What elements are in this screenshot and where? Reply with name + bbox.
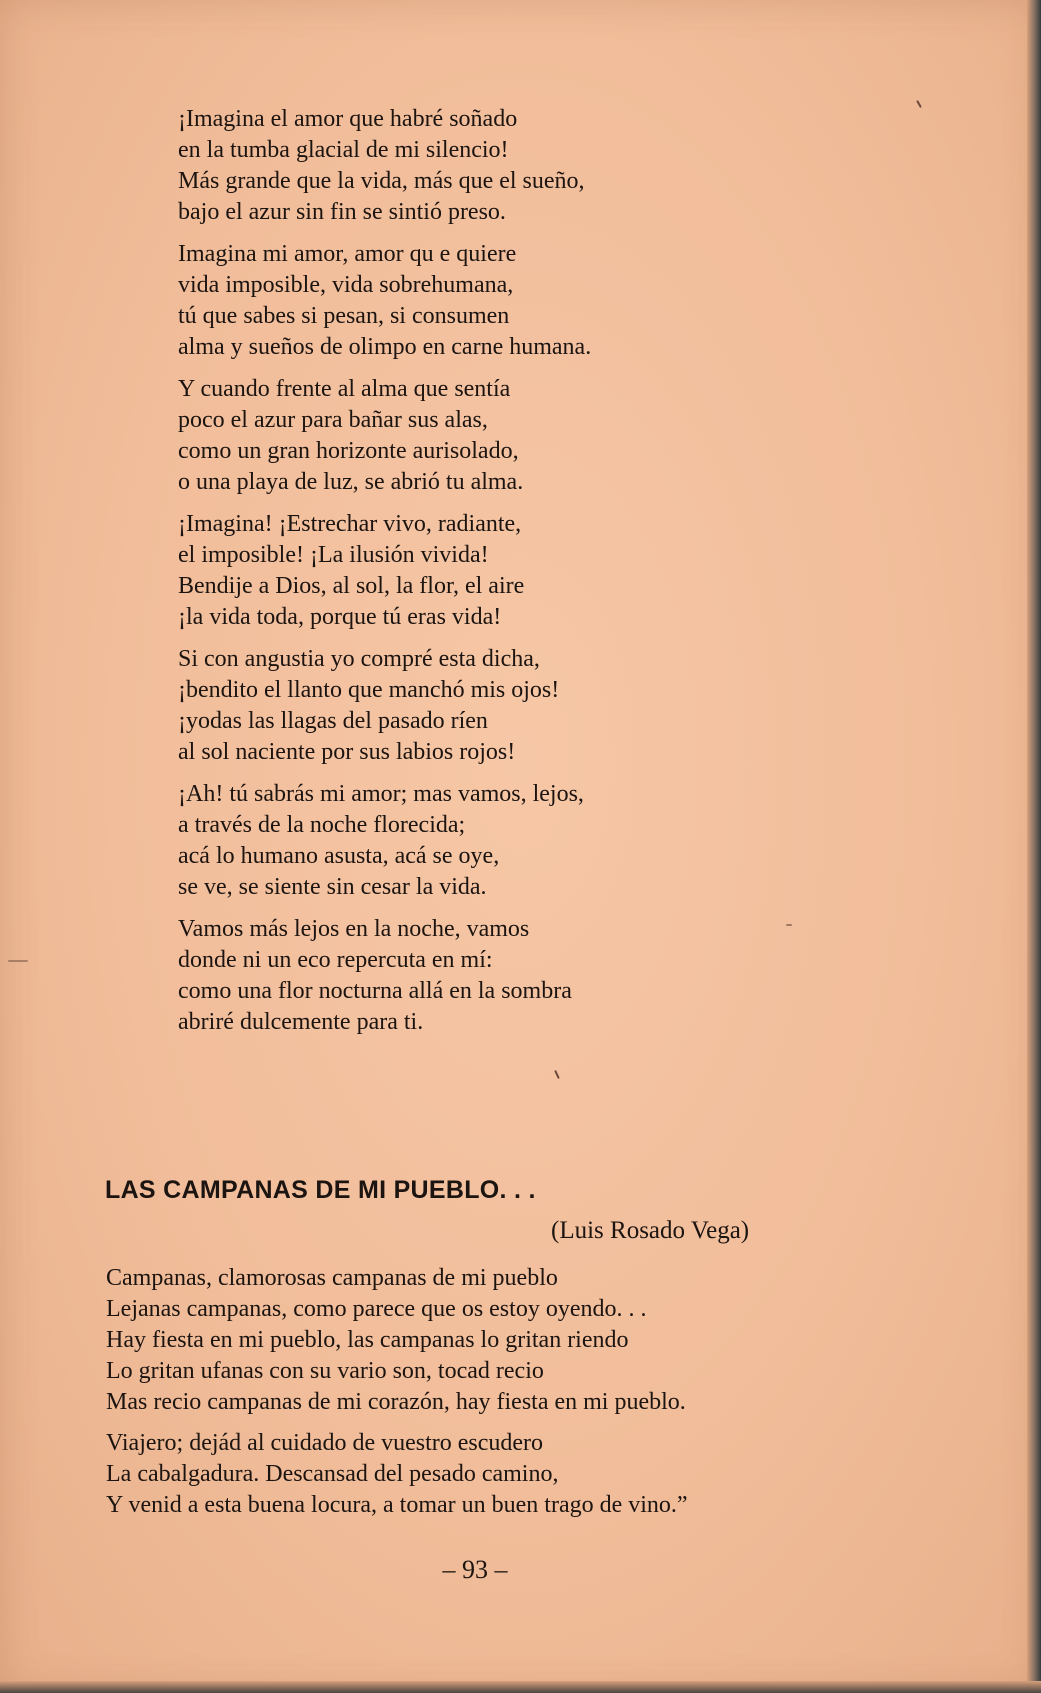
verse-line: bajo el azur sin fin se sintió preso. (178, 199, 506, 225)
verse-line: o una playa de luz, se abrió tu alma. (178, 469, 524, 495)
verse-line: alma y sueños de olimpo en carne humana. (178, 334, 592, 360)
verse-line: se ve, se siente sin cesar la vida. (178, 874, 487, 900)
verse-line: Y cuando frente al alma que sentía (178, 376, 511, 402)
page-number: – 93 – (442, 1555, 508, 1584)
verse-line: Campanas, clamorosas campanas de mi pueblo (106, 1265, 558, 1291)
stanza (178, 374, 898, 498)
verse-line: donde ni un eco repercuta en mí: (178, 947, 493, 973)
verse-line: ¡la vida toda, porque tú eras vida! (178, 604, 502, 630)
verse-line: La cabalgadura. Descansad del pesado camino, (106, 1461, 559, 1487)
verse-line: vida imposible, vida sobrehumana, (178, 272, 514, 298)
verse-line: tú que sabes si pesan, si consumen (178, 303, 510, 329)
paper-speck (8, 960, 28, 962)
verse-line: Viajero; dejád al cuidado de vuestro escudero (106, 1430, 544, 1456)
verse-line: Bendije a Dios, al sol, la flor, el aire (178, 573, 525, 599)
verse-line: ¡Imagina! ¡Estrechar vivo, radiante, (178, 511, 522, 537)
verse-line: ¡Imagina el amor que habré soñado (178, 106, 518, 132)
verse-line: ¡yodas las llagas del pasado ríen (178, 708, 488, 734)
verse-line: Si con angustia yo compré esta dicha, (178, 646, 540, 672)
stanza (178, 239, 898, 363)
verse-line: ¡bendito el llanto que manchó mis ojos! (178, 677, 560, 703)
verse-line: como una flor nocturna allá en la sombra (178, 978, 572, 1004)
poem-author: (Luis Rosado Vega) (551, 1217, 750, 1244)
verse-line: Lejanas campanas, como parece que os estoy oyendo. . . (106, 1296, 647, 1322)
verse-line: abriré dulcemente para ti. (178, 1009, 424, 1035)
stanza (178, 509, 898, 633)
paper-speck (916, 100, 922, 108)
verse-line: Y venid a esta buena locura, a tomar un buen trago de vino.” (106, 1492, 688, 1518)
verse-line: Más grande que la vida, más que el sueño, (178, 168, 585, 194)
stanza (178, 779, 898, 903)
paper-speck (786, 924, 792, 926)
stanza (178, 644, 898, 768)
verse-line: acá lo humano asusta, acá se oye, (178, 843, 500, 869)
paper-speck (554, 1070, 560, 1079)
verse-line: como un gran horizonte aurisolado, (178, 438, 519, 464)
verse-line: Vamos más lejos en la noche, vamos (178, 916, 530, 942)
verse-line: Lo gritan ufanas con su vario son, tocad recio (106, 1358, 544, 1384)
stanza (178, 914, 898, 1038)
verse-line: Imagina mi amor, amor qu e quiere (178, 241, 517, 267)
stanza (106, 1263, 986, 1418)
verse-line: en la tumba glacial de mi silencio! (178, 137, 509, 163)
stanza (106, 1428, 986, 1521)
verse-line: ¡Ah! tú sabrás mi amor; mas vamos, lejos, (178, 781, 584, 807)
poem-body (106, 1263, 986, 1531)
verse-line: al sol naciente por sus labios rojos! (178, 739, 516, 765)
verse-line: Hay fiesta en mi pueblo, las campanas lo gritan riendo (106, 1327, 629, 1353)
verse-line: Mas recio campanas de mi corazón, hay fiesta en mi pueblo. (106, 1389, 686, 1415)
poem-title: LAS CAMPANAS DE MI PUEBLO. . . (105, 1176, 536, 1204)
stanza (178, 104, 898, 228)
page-edge-shadow (0, 1681, 1041, 1693)
verse-line: a través de la noche florecida; (178, 812, 466, 838)
poem-continuation (178, 104, 898, 1049)
verse-line: el imposible! ¡La ilusión vivida! (178, 542, 489, 568)
verse-line: poco el azur para bañar sus alas, (178, 407, 488, 433)
page-edge-shadow (1027, 0, 1041, 1693)
